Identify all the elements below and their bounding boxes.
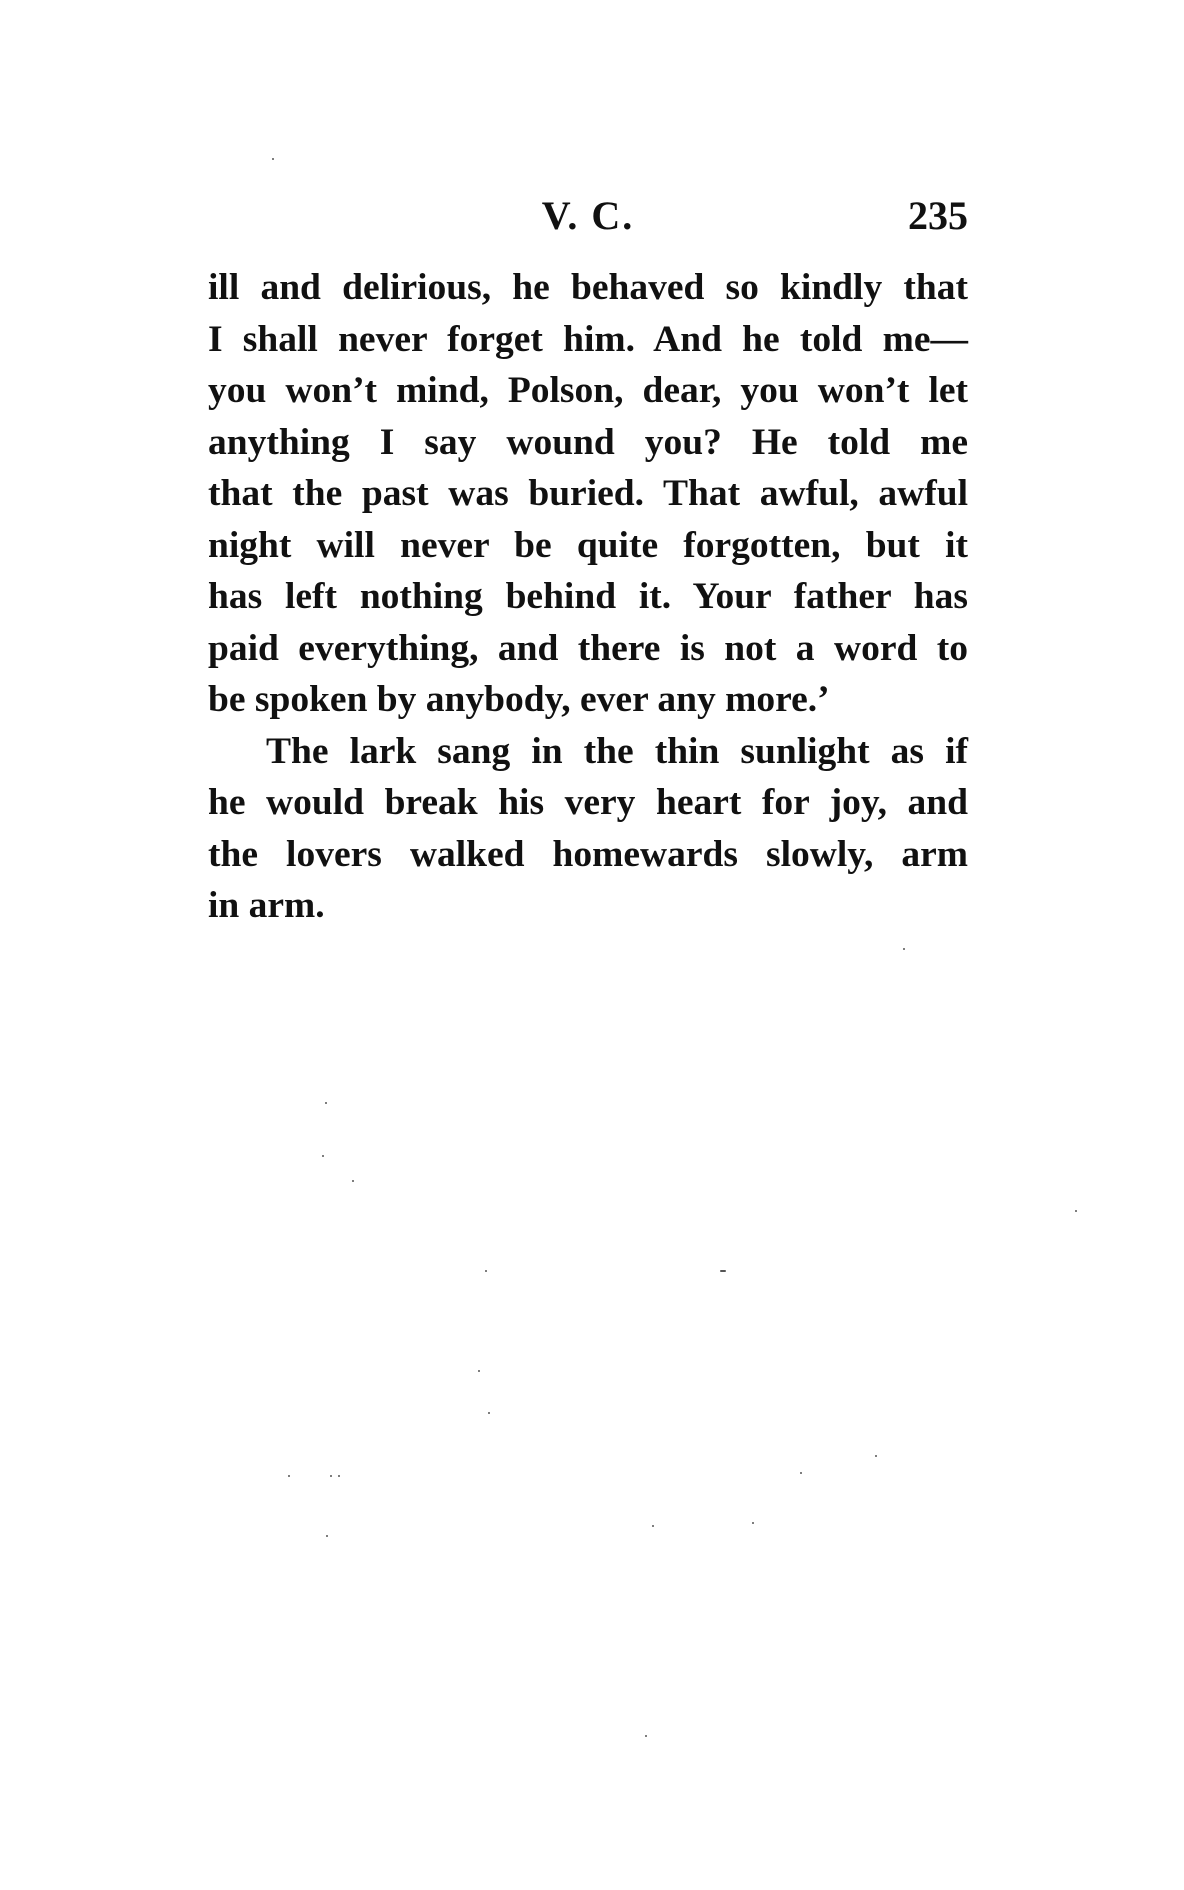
running-head (208, 188, 968, 244)
text-line: paid everything, and there is not a word to (208, 627, 968, 669)
scan-speck (488, 1412, 490, 1414)
running-head-title: V. C. (541, 193, 635, 238)
scan-speck (485, 1270, 487, 1272)
scan-speck (288, 1475, 290, 1477)
scan-speck (720, 1270, 726, 1272)
text-line: the lovers walked homewards slowly, arm (208, 833, 968, 875)
paragraph-2 (208, 726, 968, 932)
scan-speck (645, 1735, 647, 1737)
page-number: 235 (908, 193, 968, 238)
scan-speck (800, 1472, 802, 1474)
text-line: be spoken by anybody, ever any more.’ (208, 679, 830, 720)
text-line: you won’t mind, Polson, dear, you won’t let (208, 370, 968, 411)
text-line: in arm. (208, 885, 325, 926)
text-line: that the past was buried. That awful, awful (208, 473, 968, 514)
scan-speck (875, 1455, 877, 1457)
scan-speck (322, 1155, 324, 1157)
scan-speck (330, 1475, 332, 1477)
scan-speck (272, 158, 274, 160)
text-line: ill and delirious, he behaved so kindly that (208, 267, 968, 308)
scan-speck (325, 1102, 327, 1104)
text-line: I shall never forget him. And he told me— (208, 318, 968, 360)
scan-speck (752, 1522, 754, 1524)
text-line: The lark sang in the thin sunlight as if (266, 730, 968, 772)
text-line: has left nothing behind it. Your father has (208, 576, 968, 617)
scan-speck (338, 1475, 340, 1477)
body-text (208, 262, 968, 932)
scan-speck (326, 1535, 328, 1537)
scan-speck (352, 1180, 354, 1182)
scan-speck (1075, 1210, 1077, 1212)
scan-speck (478, 1370, 480, 1372)
text-line: anything I say wound you? He told me (208, 421, 968, 463)
paragraph-1 (208, 262, 968, 726)
scan-speck (903, 948, 905, 950)
text-line: night will never be quite forgotten, but it (208, 524, 968, 566)
text-line: he would break his very heart for joy, and (208, 782, 968, 823)
scan-speck (652, 1525, 654, 1527)
